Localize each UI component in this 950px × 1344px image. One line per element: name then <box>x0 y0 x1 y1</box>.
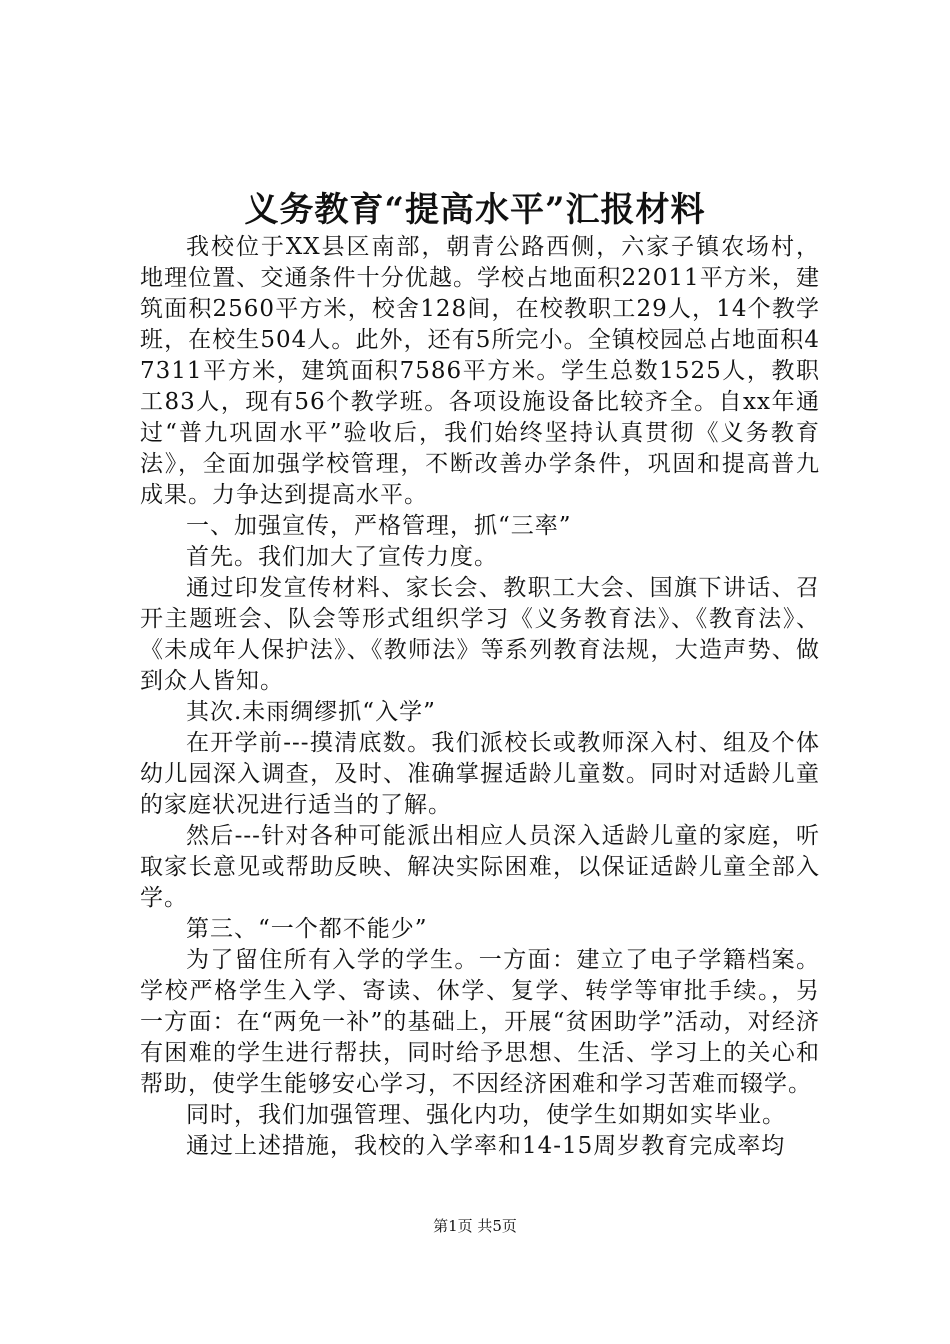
paragraph-survey: 在开学前---摸清底数。我们派校长或教师深入村、组及个体幼儿园深入调查，及时、准确掌握适龄儿童数。同时对适龄儿童的家庭状况进行适当的了解。 <box>140 730 820 818</box>
paragraph-second: 其次.未雨绸缪抓“入学” <box>186 699 436 725</box>
paragraph-then: 然后---针对各种可能派出相应人员深入适龄儿童的家庭，听取家长意见或帮助反映、解决实际困难，以保证适龄儿童全部入学。 <box>140 823 820 911</box>
page-number-footer: 第1页 共5页 <box>433 1217 517 1235</box>
paragraph-publicity: 通过印发宣传材料、家长会、教职工大会、国旗下讲话、召开主题班会、队会等形式组织学习《义务教育法》、《教育法》、《未成年人保护法》、《教师法》等系列教育法规，大造声势、做到众人皆知。 <box>140 575 820 694</box>
document-title: 义务教育“提高水平”汇报材料 <box>244 190 706 230</box>
paragraph-management: 同时，我们加强管理、强化内功，使学生如期如实毕业。 <box>186 1102 786 1128</box>
paragraph-first: 首先。我们加大了宣传力度。 <box>186 544 498 570</box>
paragraph-intro: 我校位于XX县区南部，朝青公路西侧，六家子镇农场村，地理位置、交通条件十分优越。学校占地面积22011平方米，建筑面积2560平方米，校舍128间，在校教职工29人，14个教学班，在校生504人。此外，还有5所完小。全镇校园总占地面积47311平方米，建筑面积7586平方米。学生总数1525人，教职工83人，现有56个教学班。各项设施设备比较齐全。自xx年通过“普九巩固水平”验收后，我们始终坚持认真贯彻《义务教育法》，全面加强学校管理，不断改善办学条件，巩固和提高普九成果。力争达到提高水平。 <box>140 234 820 508</box>
document-body <box>140 232 820 1162</box>
paragraph-results: 通过上述措施，我校的入学率和14-15周岁教育完成率均 <box>186 1133 786 1159</box>
section-heading-1: 一、加强宣传，严格管理，抓“三率” <box>186 513 572 539</box>
paragraph-third: 第三、“一个都不能少” <box>186 916 428 942</box>
paragraph-retention: 为了留住所有入学的学生。一方面：建立了电子学籍档案。学校严格学生入学、寄读、休学、复学、转学等审批手续。，另一方面：在“两免一补”的基础上，开展“贫困助学”活动，对经济有困难的学生进行帮扶，同时给予思想、生活、学习上的关心和帮助，使学生能够安心学习，不因经济困难和学习苦难而辍学。 <box>140 947 820 1097</box>
